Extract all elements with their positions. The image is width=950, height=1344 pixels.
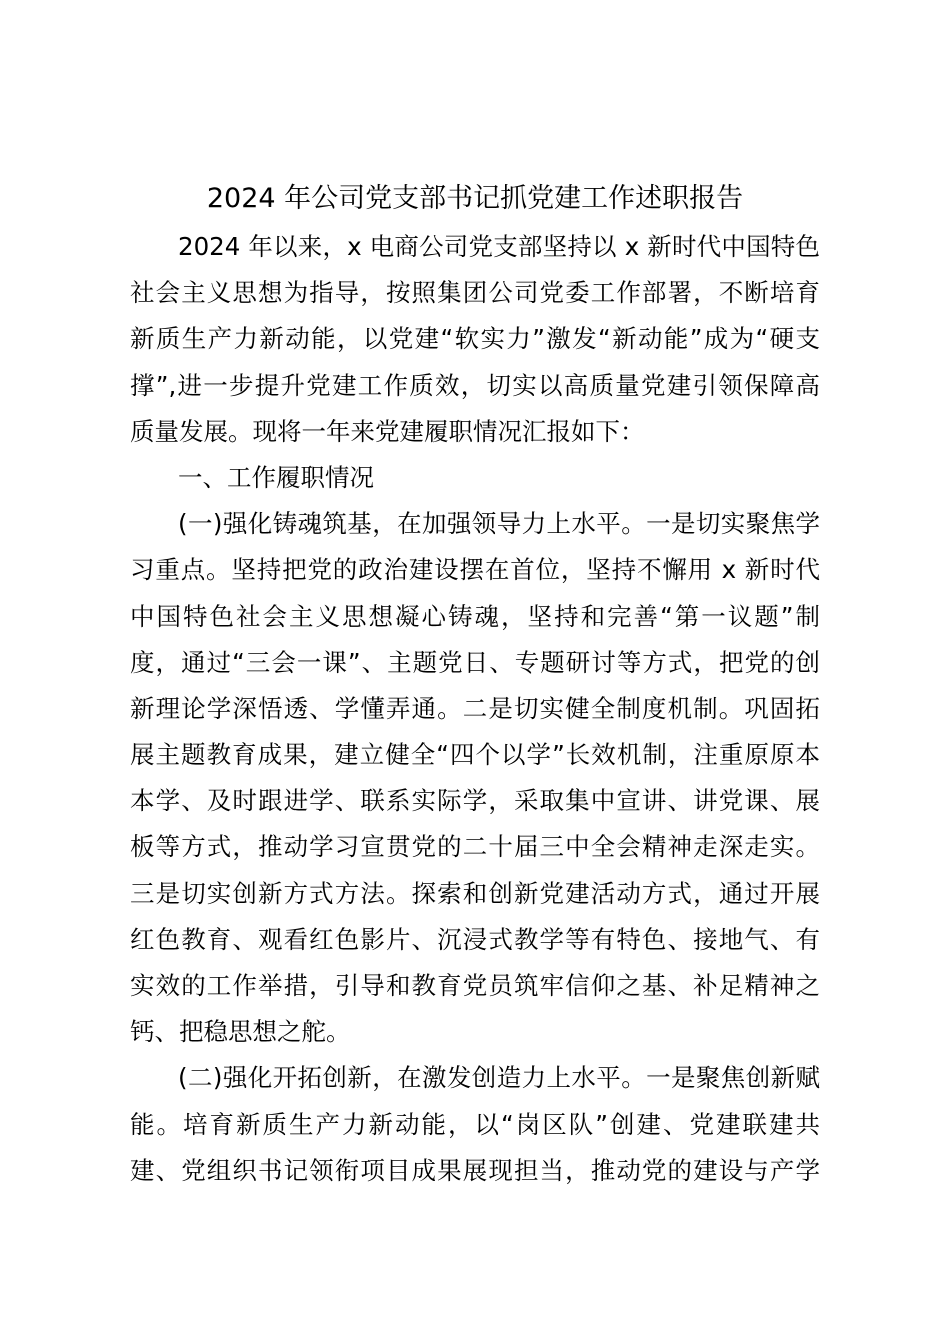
- paragraph-line: 能。培育新质生产力新动能，以“岗区队”创建、党建联建共: [130, 1109, 820, 1139]
- paragraph-line: 撑”,进一步提升党建工作质效，切实以高质量党建引领保障高: [130, 370, 820, 400]
- paragraph-line: 建、党组织书记领衔项目成果展现担当，推动党的建设与产学: [130, 1155, 820, 1185]
- paragraph-line: 钙、把稳思想之舵。: [130, 1017, 351, 1047]
- paragraph-line: 习重点。坚持把党的政治建设摆在首位，坚持不懈用 x 新时代: [130, 555, 820, 585]
- paragraph-line: 度，通过“三会一课”、主题党日、专题研讨等方式，把党的创: [130, 647, 820, 677]
- section-heading: 一、工作履职情况: [178, 462, 374, 492]
- paragraph-line: 2024 年以来，x 电商公司党支部坚持以 x 新时代中国特色: [178, 232, 820, 261]
- document-body: [130, 224, 820, 1194]
- paragraph-line: 本学、及时跟进学、联系实际学，采取集中宣讲、讲党课、展: [130, 786, 820, 816]
- paragraph-line: 新质生产力新动能，以党建“软实力”激发“新动能”成为“硬支: [130, 324, 820, 354]
- paragraph-line: (一)强化铸魂筑基，在加强领导力上水平。一是切实聚焦学: [178, 509, 820, 539]
- document-title: 2024 年公司党支部书记抓党建工作述职报告: [206, 183, 744, 214]
- paragraph-line: 新理论学深悟透、学懂弄通。二是切实健全制度机制。巩固拓: [130, 693, 820, 723]
- paragraph-line: 质量发展。现将一年来党建履职情况汇报如下：: [130, 416, 645, 446]
- paragraph-line: 红色教育、观看红色影片、沉浸式教学等有特色、接地气、有: [130, 924, 820, 954]
- paragraph-line: 实效的工作举措，引导和教育党员筑牢信仰之基、补足精神之: [130, 971, 820, 1000]
- paragraph-line: 社会主义思想为指导，按照集团公司党委工作部署，不断培育: [130, 278, 820, 308]
- paragraph-line: 三是切实创新方式方法。探索和创新党建活动方式，通过开展: [130, 878, 820, 908]
- paragraph-line: 中国特色社会主义思想凝心铸魂，坚持和完善“第一议题”制: [130, 601, 820, 631]
- paragraph-line: (二)强化开拓创新，在激发创造力上水平。一是聚焦创新赋: [178, 1063, 820, 1093]
- paragraph-line: 展主题教育成果，建立健全“四个以学”长效机制，注重原原本: [130, 740, 820, 770]
- paragraph-line: 板等方式，推动学习宣贯党的二十届三中全会精神走深走实。: [130, 832, 820, 862]
